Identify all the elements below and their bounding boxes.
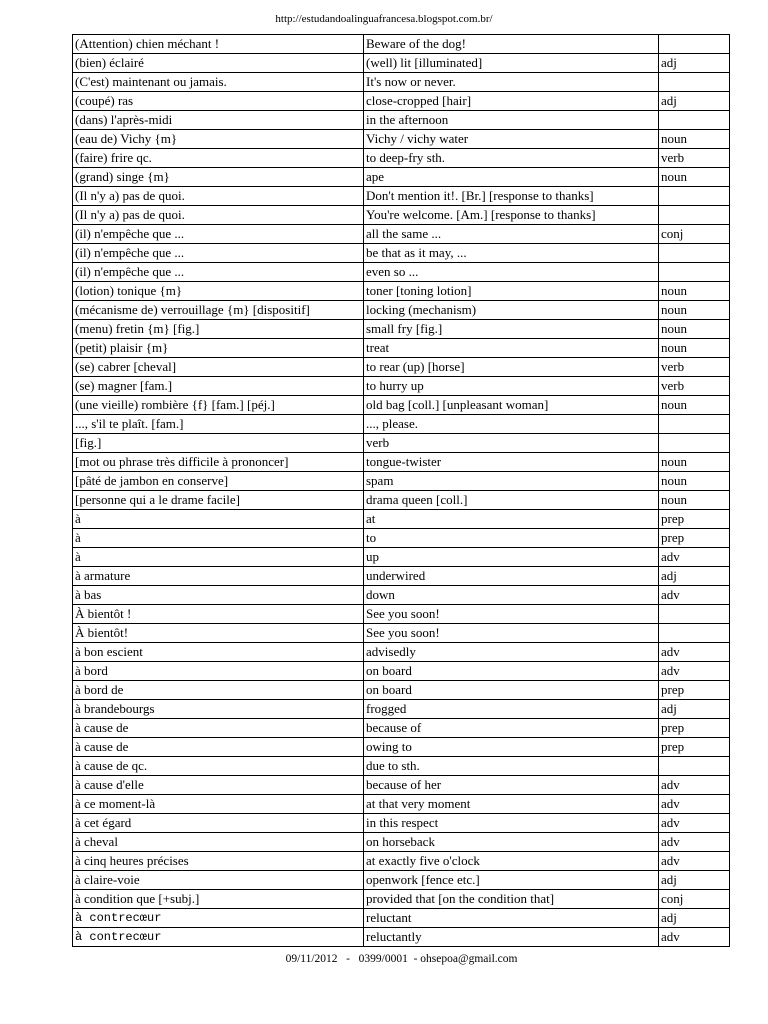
french-term-cell: à claire-voie: [73, 871, 364, 890]
english-translation-cell: even so ...: [364, 263, 659, 282]
part-of-speech-cell: prep: [659, 738, 730, 757]
french-term-cell: à cause de: [73, 738, 364, 757]
part-of-speech-cell: [659, 206, 730, 225]
part-of-speech-cell: adj: [659, 567, 730, 586]
french-term-cell: à armature: [73, 567, 364, 586]
part-of-speech-cell: [659, 605, 730, 624]
french-term-cell: [mot ou phrase très difficile à prononcer]: [73, 453, 364, 472]
french-term-cell: (coupé) ras: [73, 92, 364, 111]
english-translation-cell: to deep-fry sth.: [364, 149, 659, 168]
french-term-cell: [fig.]: [73, 434, 364, 453]
table-row: [73, 301, 730, 320]
table-row: [73, 909, 730, 928]
english-translation-cell: due to sth.: [364, 757, 659, 776]
table-row: [73, 206, 730, 225]
table-row: [73, 320, 730, 339]
french-term-cell: à condition que [+subj.]: [73, 890, 364, 909]
english-translation-cell: because of: [364, 719, 659, 738]
english-translation-cell: spam: [364, 472, 659, 491]
vocabulary-table-body: [73, 35, 730, 947]
english-translation-cell: at: [364, 510, 659, 529]
part-of-speech-cell: adv: [659, 852, 730, 871]
french-term-cell: (menu) fretin {m} [fig.]: [73, 320, 364, 339]
part-of-speech-cell: adv: [659, 662, 730, 681]
english-translation-cell: See you soon!: [364, 605, 659, 624]
table-row: [73, 852, 730, 871]
part-of-speech-cell: adv: [659, 814, 730, 833]
table-row: [73, 377, 730, 396]
part-of-speech-cell: conj: [659, 225, 730, 244]
french-term-cell: À bientôt !: [73, 605, 364, 624]
english-translation-cell: verb: [364, 434, 659, 453]
table-row: [73, 814, 730, 833]
english-translation-cell: (well) lit [illuminated]: [364, 54, 659, 73]
table-row: [73, 681, 730, 700]
part-of-speech-cell: verb: [659, 358, 730, 377]
table-row: [73, 719, 730, 738]
french-term-cell: à: [73, 510, 364, 529]
table-row: [73, 111, 730, 130]
part-of-speech-cell: adv: [659, 928, 730, 947]
english-translation-cell: reluctant: [364, 909, 659, 928]
english-translation-cell: owing to: [364, 738, 659, 757]
english-translation-cell: in this respect: [364, 814, 659, 833]
english-translation-cell: provided that [on the condition that]: [364, 890, 659, 909]
english-translation-cell: on board: [364, 681, 659, 700]
table-row: [73, 472, 730, 491]
table-row: [73, 567, 730, 586]
vocabulary-table: [72, 34, 730, 947]
english-translation-cell: down: [364, 586, 659, 605]
french-term-cell: (petit) plaisir {m}: [73, 339, 364, 358]
french-term-cell: (faire) frire qc.: [73, 149, 364, 168]
french-term-cell: (il) n'empêche que ...: [73, 263, 364, 282]
table-row: [73, 890, 730, 909]
english-translation-cell: ..., please.: [364, 415, 659, 434]
part-of-speech-cell: [659, 434, 730, 453]
table-row: [73, 396, 730, 415]
table-row: [73, 662, 730, 681]
french-term-cell: à ce moment-là: [73, 795, 364, 814]
table-row: [73, 643, 730, 662]
part-of-speech-cell: prep: [659, 719, 730, 738]
table-row: [73, 833, 730, 852]
table-row: [73, 491, 730, 510]
part-of-speech-cell: [659, 415, 730, 434]
english-translation-cell: because of her: [364, 776, 659, 795]
french-term-cell: (se) cabrer [cheval]: [73, 358, 364, 377]
table-row: [73, 700, 730, 719]
french-term-cell: (il) n'empêche que ...: [73, 225, 364, 244]
table-row: [73, 529, 730, 548]
part-of-speech-cell: noun: [659, 282, 730, 301]
table-row: [73, 282, 730, 301]
part-of-speech-cell: adj: [659, 54, 730, 73]
french-term-cell: à cause de qc.: [73, 757, 364, 776]
french-term-cell: (C'est) maintenant ou jamais.: [73, 73, 364, 92]
part-of-speech-cell: prep: [659, 529, 730, 548]
table-row: [73, 54, 730, 73]
french-term-cell: (lotion) tonique {m}: [73, 282, 364, 301]
french-term-cell: (mécanisme de) verrouillage {m} [dispositif]: [73, 301, 364, 320]
english-translation-cell: See you soon!: [364, 624, 659, 643]
part-of-speech-cell: adj: [659, 871, 730, 890]
english-translation-cell: at that very moment: [364, 795, 659, 814]
table-row: [73, 263, 730, 282]
table-row: [73, 225, 730, 244]
part-of-speech-cell: adj: [659, 909, 730, 928]
english-translation-cell: at exactly five o'clock: [364, 852, 659, 871]
part-of-speech-cell: adv: [659, 548, 730, 567]
part-of-speech-cell: noun: [659, 491, 730, 510]
english-translation-cell: be that as it may, ...: [364, 244, 659, 263]
french-term-cell: à bon escient: [73, 643, 364, 662]
english-translation-cell: old bag [coll.] [unpleasant woman]: [364, 396, 659, 415]
french-term-cell: À bientôt!: [73, 624, 364, 643]
english-translation-cell: You're welcome. [Am.] [response to thanks]: [364, 206, 659, 225]
part-of-speech-cell: verb: [659, 377, 730, 396]
part-of-speech-cell: noun: [659, 339, 730, 358]
table-row: [73, 168, 730, 187]
french-term-cell: à bas: [73, 586, 364, 605]
english-translation-cell: treat: [364, 339, 659, 358]
english-translation-cell: tongue-twister: [364, 453, 659, 472]
french-term-cell: à cet égard: [73, 814, 364, 833]
english-translation-cell: on board: [364, 662, 659, 681]
french-term-cell: à cause de: [73, 719, 364, 738]
english-translation-cell: Beware of the dog!: [364, 35, 659, 54]
english-translation-cell: drama queen [coll.]: [364, 491, 659, 510]
table-row: [73, 757, 730, 776]
english-translation-cell: up: [364, 548, 659, 567]
french-term-cell: à: [73, 529, 364, 548]
english-translation-cell: locking (mechanism): [364, 301, 659, 320]
french-term-cell: (dans) l'après-midi: [73, 111, 364, 130]
english-translation-cell: advisedly: [364, 643, 659, 662]
english-translation-cell: all the same ...: [364, 225, 659, 244]
part-of-speech-cell: adj: [659, 92, 730, 111]
part-of-speech-cell: [659, 73, 730, 92]
english-translation-cell: underwired: [364, 567, 659, 586]
part-of-speech-cell: verb: [659, 149, 730, 168]
english-translation-cell: reluctantly: [364, 928, 659, 947]
table-row: [73, 415, 730, 434]
french-term-cell: ..., s'il te plaît. [fam.]: [73, 415, 364, 434]
english-translation-cell: Vichy / vichy water: [364, 130, 659, 149]
french-term-cell: (eau de) Vichy {m}: [73, 130, 364, 149]
french-term-cell: à brandebourgs: [73, 700, 364, 719]
part-of-speech-cell: noun: [659, 320, 730, 339]
french-term-cell: à cheval: [73, 833, 364, 852]
table-row: [73, 605, 730, 624]
french-term-cell: à contrecœur: [73, 928, 364, 947]
part-of-speech-cell: [659, 187, 730, 206]
french-term-cell: (Il n'y a) pas de quoi.: [73, 206, 364, 225]
table-row: [73, 130, 730, 149]
english-translation-cell: toner [toning lotion]: [364, 282, 659, 301]
part-of-speech-cell: prep: [659, 510, 730, 529]
english-translation-cell: It's now or never.: [364, 73, 659, 92]
english-translation-cell: small fry [fig.]: [364, 320, 659, 339]
french-term-cell: (bien) éclairé: [73, 54, 364, 73]
english-translation-cell: openwork [fence etc.]: [364, 871, 659, 890]
part-of-speech-cell: noun: [659, 130, 730, 149]
french-term-cell: (se) magner [fam.]: [73, 377, 364, 396]
table-row: [73, 795, 730, 814]
french-term-cell: (il) n'empêche que ...: [73, 244, 364, 263]
table-row: [73, 738, 730, 757]
part-of-speech-cell: adv: [659, 586, 730, 605]
table-row: [73, 149, 730, 168]
french-term-cell: (grand) singe {m}: [73, 168, 364, 187]
part-of-speech-cell: [659, 757, 730, 776]
part-of-speech-cell: adv: [659, 833, 730, 852]
table-row: [73, 624, 730, 643]
english-translation-cell: ape: [364, 168, 659, 187]
part-of-speech-cell: adv: [659, 795, 730, 814]
table-row: [73, 92, 730, 111]
part-of-speech-cell: [659, 111, 730, 130]
part-of-speech-cell: noun: [659, 301, 730, 320]
table-row: [73, 434, 730, 453]
french-term-cell: (Il n'y a) pas de quoi.: [73, 187, 364, 206]
footer-code: 0399/0001: [358, 953, 408, 965]
page-footer: 09/11/2012 - 0399/0001 - ohsepoa@gmail.com: [285, 953, 518, 965]
french-term-cell: [pâté de jambon en conserve]: [73, 472, 364, 491]
part-of-speech-cell: noun: [659, 168, 730, 187]
french-term-cell: (Attention) chien méchant !: [73, 35, 364, 54]
english-translation-cell: Don't mention it!. [Br.] [response to thanks]: [364, 187, 659, 206]
part-of-speech-cell: adv: [659, 643, 730, 662]
part-of-speech-cell: conj: [659, 890, 730, 909]
table-row: [73, 871, 730, 890]
table-row: [73, 776, 730, 795]
table-row: [73, 928, 730, 947]
english-translation-cell: to rear (up) [horse]: [364, 358, 659, 377]
table-row: [73, 339, 730, 358]
part-of-speech-cell: [659, 263, 730, 282]
french-term-cell: à: [73, 548, 364, 567]
english-translation-cell: close-cropped [hair]: [364, 92, 659, 111]
part-of-speech-cell: noun: [659, 453, 730, 472]
table-row: [73, 73, 730, 92]
table-row: [73, 35, 730, 54]
english-translation-cell: in the afternoon: [364, 111, 659, 130]
french-term-cell: à bord de: [73, 681, 364, 700]
french-term-cell: à cinq heures précises: [73, 852, 364, 871]
english-translation-cell: frogged: [364, 700, 659, 719]
english-translation-cell: on horseback: [364, 833, 659, 852]
part-of-speech-cell: adv: [659, 776, 730, 795]
footer-date: 09/11/2012: [285, 953, 338, 965]
table-row: [73, 358, 730, 377]
table-row: [73, 586, 730, 605]
french-term-cell: [personne qui a le drame facile]: [73, 491, 364, 510]
french-term-cell: à bord: [73, 662, 364, 681]
part-of-speech-cell: noun: [659, 396, 730, 415]
part-of-speech-cell: noun: [659, 472, 730, 491]
table-row: [73, 244, 730, 263]
part-of-speech-cell: [659, 244, 730, 263]
part-of-speech-cell: [659, 624, 730, 643]
table-row: [73, 453, 730, 472]
footer-email[interactable]: ohsepoa@gmail.com: [420, 953, 518, 965]
part-of-speech-cell: adj: [659, 700, 730, 719]
english-translation-cell: to hurry up: [364, 377, 659, 396]
french-term-cell: à contrecœur: [73, 909, 364, 928]
part-of-speech-cell: prep: [659, 681, 730, 700]
french-term-cell: (une vieille) rombière {f} [fam.] [péj.]: [73, 396, 364, 415]
page-header: [0, 12, 768, 26]
header-url[interactable]: http://estudandoalinguafrancesa.blogspot.com.br/: [275, 13, 493, 25]
part-of-speech-cell: [659, 35, 730, 54]
english-translation-cell: to: [364, 529, 659, 548]
table-row: [73, 548, 730, 567]
french-term-cell: à cause d'elle: [73, 776, 364, 795]
table-row: [73, 510, 730, 529]
table-row: [73, 187, 730, 206]
